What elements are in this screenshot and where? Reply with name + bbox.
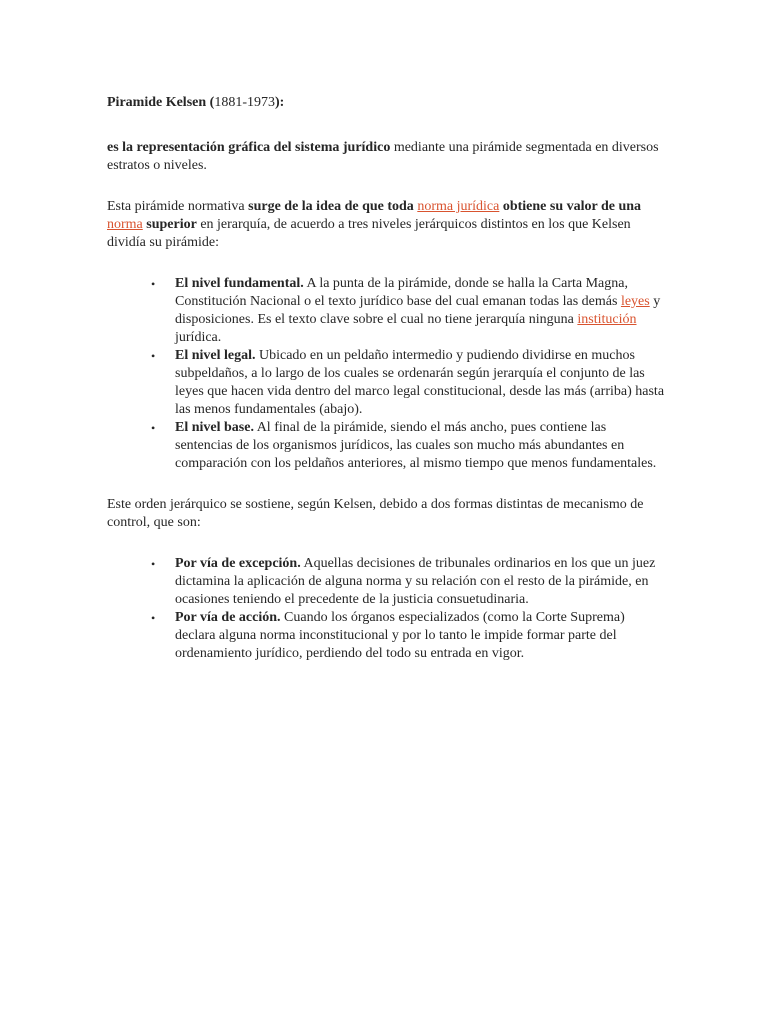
control-exception-label: Por vía de excepción. — [175, 556, 301, 571]
level-legal-text: Ubicado en un peldaño intermedio y pudiendo dividirse en muchos subpeldaños, a lo largo de los cuales se ordenarán según jerarquía el conjunto de las leyes que hacen vida dentro del marco legal constitucional, desde las más (arriba) hasta las menos fundamentales (abajo). — [175, 348, 665, 417]
level-fundamental-text-3: jurídica. — [175, 330, 222, 345]
level-base-label: El nivel base. — [175, 420, 254, 435]
level-fundamental-text-1: A la punta de la pirámide, donde se halla la Carta Magna, Constitución Nacional o el texto jurídico base del cual emanan todas las demás — [175, 276, 628, 309]
list-item-legal — [107, 347, 667, 419]
control-paragraph: Este orden jerárquico se sostiene, según Kelsen, debido a dos formas distintas de mecanismo de control, que son: — [107, 497, 644, 530]
institucion-link[interactable]: institución — [577, 312, 637, 327]
intro-bold: es la representación gráfica del sistema jurídico — [107, 140, 391, 155]
pyramid-bold-1: surge de la idea de que toda — [248, 199, 418, 214]
bullet-icon: • — [151, 421, 156, 435]
bullet-icon: • — [151, 349, 156, 363]
norma-juridica-link[interactable]: norma jurídica — [417, 199, 500, 214]
list-item-fundamental — [107, 275, 667, 347]
control-exception-text: Aquellas decisiones de tribunales ordinarios en los que un juez dictamina la aplicación de alguna norma y su relación con el resto de la pirámide, en ocasiones teniendo el precedente de la justicia consuetudinaria. — [175, 556, 656, 607]
pyramid-bold-3: superior — [142, 217, 197, 232]
level-fundamental-label: El nivel fundamental. — [175, 276, 304, 291]
pyramid-bold-2: obtiene su valor de una — [499, 199, 642, 214]
pyramid-text-1: Esta pirámide normativa — [107, 199, 249, 214]
level-base-text: Al final de la pirámide, siendo el más ancho, pues contiene las sentencias de los organismos jurídicos, las cuales son mucho más abundantes en comparación con los peldaños anteriores, al mismo tiempo que menos fundamentales. — [175, 420, 657, 471]
control-action-text: Cuando los órganos especializados (como la Corte Suprema) declara alguna norma inconstitucional y por lo tanto le impide formar parte del ordenamiento jurídico, perdiendo del todo su entrada en vigor. — [175, 610, 625, 661]
bullet-icon: • — [151, 557, 156, 571]
list-item-action — [107, 609, 667, 663]
pyramid-text-2: en jerarquía, de acuerdo a tres niveles jerárquicos distintos en los que Kelsen dividía su pirámide: — [107, 217, 631, 250]
leyes-link[interactable]: leyes — [620, 294, 650, 309]
bullet-icon: • — [151, 277, 156, 291]
list-item-exception — [107, 555, 667, 609]
title-close: ): — [274, 95, 285, 110]
pyramid-paragraph — [107, 198, 667, 252]
document-title — [107, 94, 667, 112]
control-action-label: Por vía de acción. — [175, 610, 281, 625]
level-legal-label: El nivel legal. — [175, 348, 256, 363]
title-bold: Piramide Kelsen ( — [107, 95, 215, 110]
intro-rest: mediante una pirámide segmentada en diversos estratos o niveles. — [107, 140, 659, 173]
level-fundamental-text-2: y disposiciones. Es el texto clave sobre el cual no tiene jerarquía ninguna — [175, 294, 661, 327]
list-item-base — [107, 419, 667, 473]
document-body — [107, 94, 667, 663]
title-years: 1881-1973 — [214, 95, 275, 110]
bullet-icon: • — [151, 611, 156, 625]
norma-link[interactable]: norma — [107, 217, 143, 232]
controls-list — [107, 555, 667, 663]
intro-paragraph — [107, 139, 667, 175]
levels-list — [107, 275, 667, 473]
